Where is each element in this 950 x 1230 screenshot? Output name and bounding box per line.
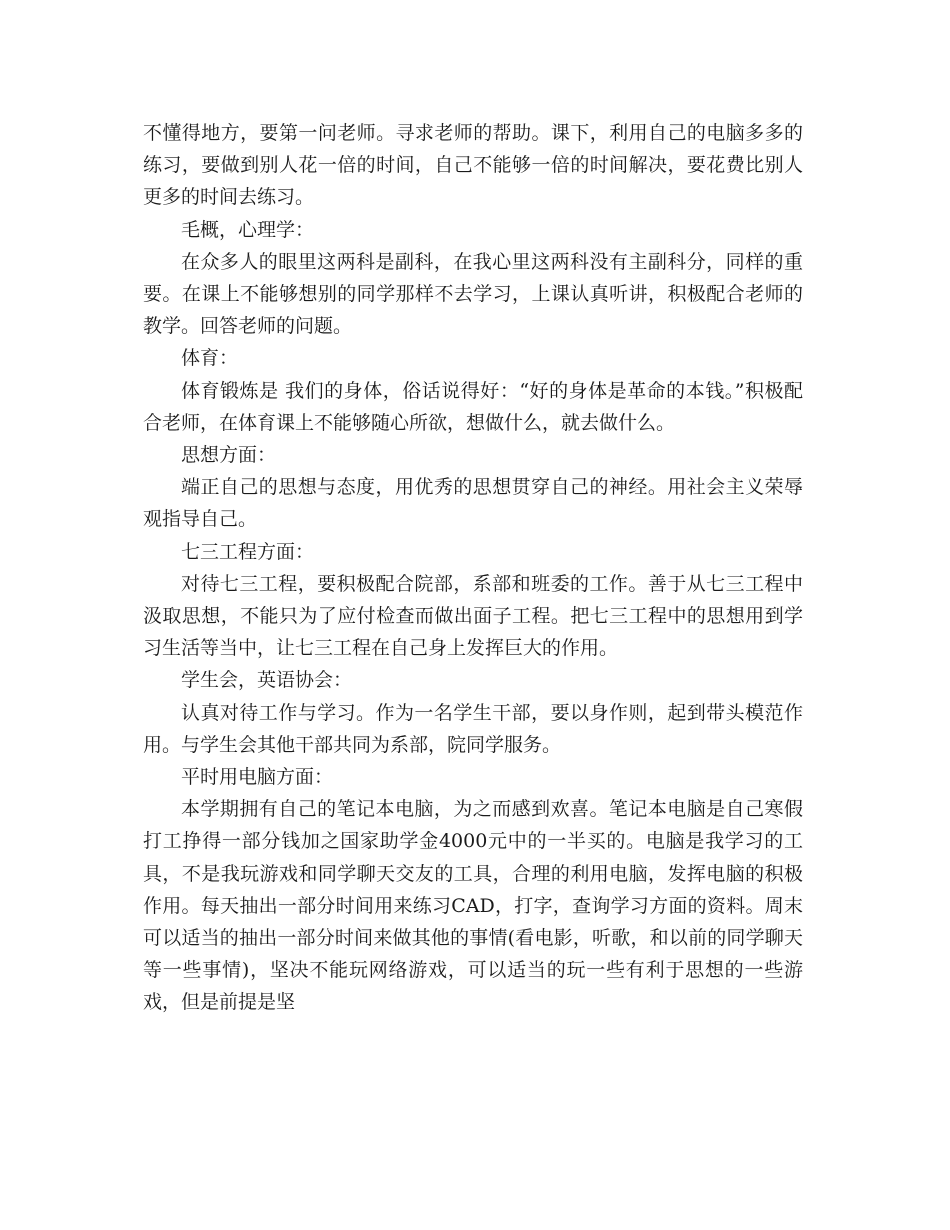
heading-maogai-psychology: 毛概，心理学： [181, 218, 315, 241]
heading-student-union: 学生会，英语协会： [181, 669, 353, 692]
heading-computer-use: 平时用电脑方面： [181, 766, 334, 789]
heading-thought: 思想方面： [181, 444, 277, 467]
document-body [143, 117, 803, 1019]
paragraph-study-method: 不懂得地方，要第一问老师。寻求老师的帮助。课下，利用自己的电脑多多的练习，要做到别人花一倍的时间，自己不能够一倍的时间解决，要花费比别人更多的时间去练习。 [143, 122, 803, 209]
paragraph-computer-use: 本学期拥有自己的笔记本电脑，为之而感到欢喜。笔记本电脑是自己寒假打工挣得一部分钱加之国家助学金4000元中的一半买的。电脑是我学习的工具，不是我玩游戏和同学聊天交友的工具，合理的利用电脑，发挥电脑的积极作用。每天抽出一部分时间用来练习CAD，打字，查询学习方面的资料。周末可以适当的抽出一部分时间来做其他的事情(看电影，听歌，和以前的同学聊天等一些事情)，坚决不能玩网络游戏，可以适当的玩一些有利于思想的一些游戏，但是前提是坚 [143, 798, 803, 1014]
heading-73-project: 七三工程方面： [181, 540, 315, 563]
paragraph-maogai-psychology: 在众多人的眼里这两科是副科，在我心里这两科没有主副科分，同样的重要。在课上不能够想别的同学那样不去学习，上课认真听讲，积极配合老师的教学。回答老师的问题。 [143, 250, 803, 338]
paragraph-student-union: 认真对待工作与学习。作为一名学生干部，要以身作则，起到带头模范作用。与学生会其他干部共同为系部，院同学服务。 [143, 701, 803, 756]
paragraph-73-project: 对待七三工程，要积极配合院部，系部和班委的工作。善于从七三工程中汲取思想，不能只为了应付检查而做出面子工程。把七三工程中的思想用到学习生活等当中，让七三工程在自己身上发挥巨大的作用。 [143, 572, 803, 660]
paragraph-pe: 体育锻炼是 我们的身体，俗话说得好：“好的身体是革命的本钱。”积极配合老师，在体育课上不能够随心所欲，想做什么，就去做什么。 [143, 379, 803, 434]
heading-pe: 体育： [181, 347, 239, 370]
paragraph-thought: 端正自己的思想与态度，用优秀的思想贯穿自己的神经。用社会主义荣辱观指导自己。 [143, 476, 803, 531]
